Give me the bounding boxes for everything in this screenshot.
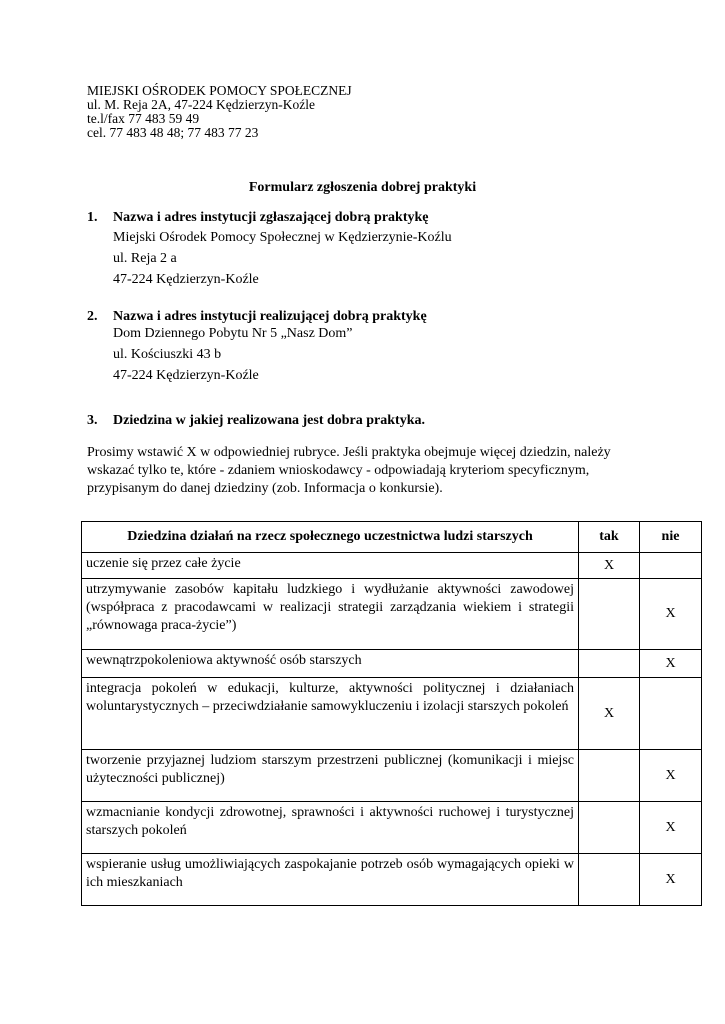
section-line: 47-224 Kędzierzyn-Koźle	[113, 272, 259, 287]
section-line: Dom Dziennego Pobytu Nr 5 „Nasz Dom”	[113, 326, 353, 341]
section-2	[87, 309, 427, 386]
domain-cell: tworzenie przyjaznej ludziom starszym przestrzeni publicznej (komunikacji i miejsc użyteczności publicznej)	[82, 750, 579, 802]
tak-cell[interactable]: X	[579, 678, 640, 750]
org-name: MIEJSKI OŚRODEK POMOCY SPOŁECZNEJ	[87, 83, 352, 98]
domain-cell: wzmacnianie kondycji zdrowotnej, sprawności i aktywności ruchowej i turystycznej starszych pokoleń	[82, 802, 579, 854]
org-mobile: cel. 77 483 48 48; 77 483 77 23	[87, 125, 259, 140]
section-number: 2.	[87, 309, 98, 324]
section-heading: Nazwa i adres instytucji realizującej dobrą praktykę	[113, 309, 427, 324]
letterhead	[87, 84, 352, 140]
form-title: Formularz zgłoszenia dobrej praktyki	[248, 180, 477, 195]
tak-cell[interactable]: X	[579, 553, 640, 579]
nie-cell[interactable]: X	[640, 802, 702, 854]
tak-cell[interactable]	[579, 854, 640, 906]
org-address: ul. M. Reja 2A, 47-224 Kędzierzyn-Koźle	[87, 97, 315, 112]
table-row	[82, 553, 702, 579]
domains-table	[81, 521, 702, 906]
org-phone-fax: te.l/fax 77 483 59 49	[87, 111, 200, 126]
domain-cell: integracja pokoleń w edukacji, kulturze, aktywności politycznej i działaniach woluntarystycznych – przeciwdziałanie samowykluczeniu i izolacji starszych pokoleń	[82, 678, 579, 750]
table-row	[82, 854, 702, 906]
column-header-domain: Dziedzina działań na rzecz społecznego uczestnictwa ludzi starszych	[82, 522, 579, 553]
nie-cell[interactable]: X	[640, 579, 702, 650]
table-header-row	[82, 522, 702, 553]
domain-cell: wspieranie usług umożliwiających zaspokajanie potrzeb osób wymagających opieki w ich mieszkaniach	[82, 854, 579, 906]
table-row	[82, 678, 702, 750]
table-row	[82, 650, 702, 678]
section-line: ul. Reja 2 a	[113, 251, 177, 266]
section-number: 1.	[87, 210, 98, 225]
section-heading: Nazwa i adres instytucji zgłaszającej dobrą praktykę	[113, 210, 429, 225]
tak-cell[interactable]	[579, 579, 640, 650]
table-row	[82, 750, 702, 802]
column-header-tak: tak	[579, 522, 640, 553]
section-number: 3.	[87, 413, 98, 428]
section-1	[87, 210, 452, 290]
table-row	[82, 802, 702, 854]
instructions-text: Prosimy wstawić X w odpowiedniej rubryce. Jeśli praktyka obejmuje więcej dziedzin, należy wskazać tylko te, które - zdaniem wnioskodawcy - odpowiadają kryteriom specyficznym, przypisanym do danej dziedziny (zob. Informacja o konkursie).	[87, 445, 611, 496]
column-header-nie: nie	[640, 522, 702, 553]
domain-cell: uczenie się przez całe życie	[82, 553, 579, 579]
nie-cell[interactable]: X	[640, 750, 702, 802]
domain-cell: utrzymywanie zasobów kapitału ludzkiego i wydłużanie aktywności zawodowej (współpraca z pracodawcami w realizacji strategii zarządzania wiekiem i strategii „równowaga praca-życie”)	[82, 579, 579, 650]
tak-cell[interactable]	[579, 802, 640, 854]
nie-cell[interactable]: X	[640, 650, 702, 678]
section-line: Miejski Ośrodek Pomocy Społecznej w Kędzierzynie-Koźlu	[113, 230, 452, 245]
domain-cell: wewnątrzpokoleniowa aktywność osób starszych	[82, 650, 579, 678]
tak-cell[interactable]	[579, 750, 640, 802]
section-3	[87, 413, 425, 429]
section-heading: Dziedzina w jakiej realizowana jest dobra praktyka.	[113, 413, 425, 428]
section-line: 47-224 Kędzierzyn-Koźle	[113, 368, 259, 383]
tak-cell[interactable]	[579, 650, 640, 678]
table-row	[82, 579, 702, 650]
nie-cell[interactable]	[640, 678, 702, 750]
nie-cell[interactable]: X	[640, 854, 702, 906]
nie-cell[interactable]	[640, 553, 702, 579]
section-line: ul. Kościuszki 43 b	[113, 347, 222, 362]
